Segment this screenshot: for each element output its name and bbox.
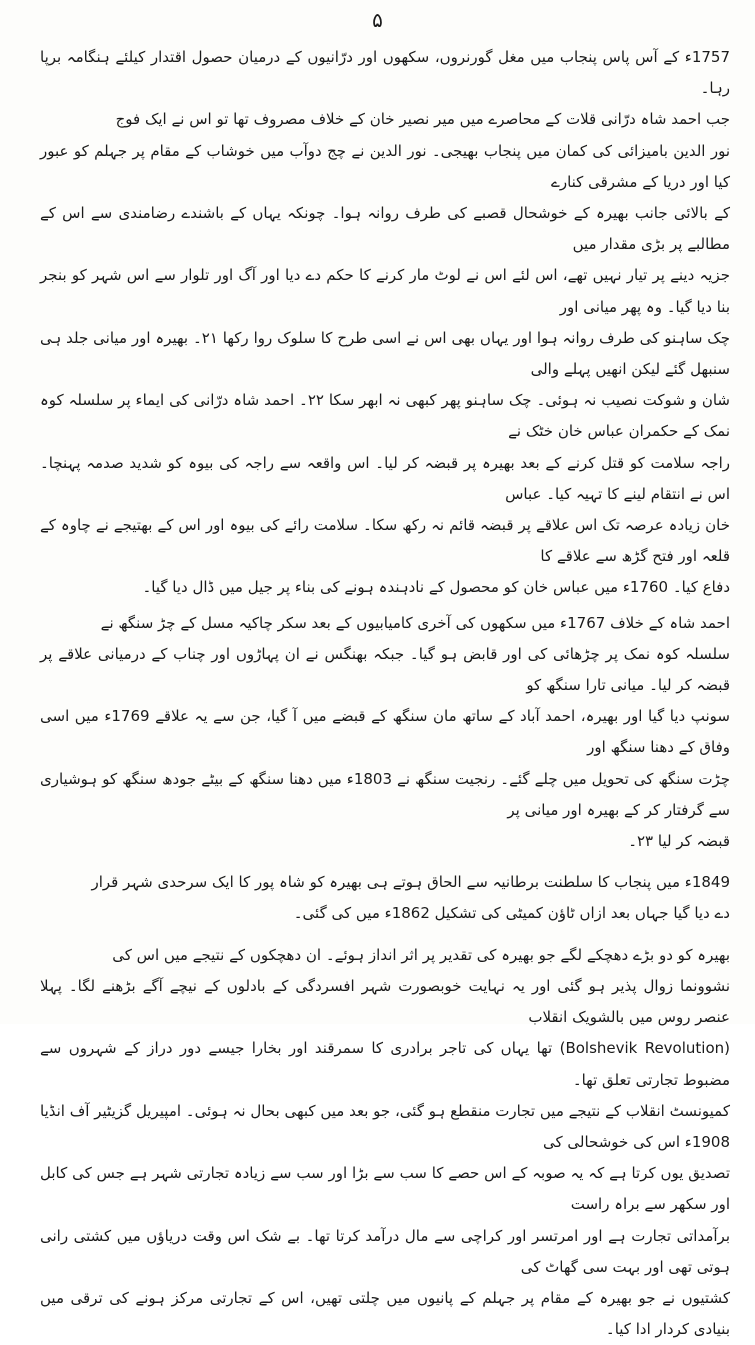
paragraph-line: خان زیادہ عرصہ تک اس علاقے پر قبضہ قائم نہ رکھ سکا۔ سلامت رائے کی بیوہ اور اس کے بھتیجے نے چاوہ کے قلعہ اور فتح گڑھ سے علاقے کا (40, 516, 730, 566)
paragraph-4 (40, 940, 730, 1345)
paragraph-line: شان و شوکت نصیب نہ ہوئی۔ چک ساہنو پھر کبھی نہ ابھر سکا ۲۲۔ احمد شاہ درّانی کی ایماء پر سلسلہ کوہ نمک کے حکمران عباس خان خٹک نے (40, 391, 730, 441)
paragraph-line: نشوونما زوال پذیر ہو گئی اور یہ نہایت خوبصورت شہر افسردگی کے بادلوں کے نیچے آگے بڑھنے لگا۔ پہلا عنصر روس میں بالشویک انقلاب (40, 976, 730, 1027)
paragraph-line: قبضہ کر لیا ۲۳۔ (628, 832, 730, 851)
paragraph-line: چک ساہنو کی طرف روانہ ہوا اور یہاں بھی اس نے اسی طرح کا سلوک روا رکھا ۲۱۔ بھیرہ اور میانی جلد ہی سنبھل گئے لیکن انھیں پہلے والی (40, 328, 730, 379)
page-number: ۵ (372, 8, 383, 32)
paragraph-line: (Bolshevik Revolution) تھا یہاں کی تاجر برادری کا سمرقند اور بخارا جیسے دور دراز کے شہروں سے مضبوط تجارتی تعلق تھا۔ (40, 1039, 730, 1089)
paragraph-line: دفاع کیا۔ 1760ء میں عباس خان کو محصول کے نادہندہ ہونے کی بناء پر جیل میں ڈال دیا گیا۔ (142, 578, 730, 597)
paragraph-line: 1757ء کے آس پاس پنجاب میں مغل گورنروں، سکھوں اور درّانیوں کے درمیان حصول اقتدار کیلئے ہنگامہ برپا رہا۔ (40, 48, 730, 98)
paragraph-3 (40, 867, 730, 929)
paragraph-line: جزیہ دینے پر تیار نہیں تھے، اس لئے اس نے لوٹ مار کرنے کا حکم دے دیا اور آگ اور تلوار سے اس شہر کو بنجر بنا دیا گیا۔ وہ پھر میانی اور (40, 266, 730, 316)
paragraph-line: 1849ء میں پنجاب کا سلطنت برطانیہ سے الحاق ہوتے ہی بھیرہ کو شاہ پور کا ایک سرحدی شہر قرار (91, 873, 730, 892)
paragraph-line: کمیونسٹ انقلاب کے نتیجے میں تجارت منقطع ہو گئی، جو بعد میں کبھی بحال نہ ہوئی۔ امپیریل گزیٹیر آف انڈیا 1908ء اس کی خوشحالی کی (40, 1101, 730, 1151)
paragraph-line: کشتیوں نے جو بھیرہ کے مقام پر جہلم کے پانیوں میں چلتی تھیں، اس کے تجارتی مرکز ہونے کی ترقی میں بنیادی کردار ادا کیا۔ (40, 1288, 730, 1339)
paragraph-line: سلسلہ کوہ نمک پر چڑھائی کی اور قابض ہو گیا۔ جبکہ بھنگس نے ان پہاڑوں اور چناب کے درمیانی علاقے پر قبضہ کر لیا۔ میانی تارا سنگھ کو (40, 644, 730, 695)
paragraph-2 (40, 608, 730, 858)
paragraph-line: سونپ دیا گیا اور بھیرہ، احمد آباد کے ساتھ مان سنگھ کے قبضے میں آ گیا، جن سے یہ علاقے 1769ء میں اسی وفاق کے دھنا سنگھ اور (40, 707, 730, 757)
paragraph-line: جب احمد شاہ درّانی قلات کے محاصرے میں میر نصیر خان کے خلاف مصروف تھا تو اس نے ایک فوج (115, 110, 730, 129)
paragraph-1 (40, 42, 730, 604)
paragraph-line: دے دیا گیا جہاں بعد ازاں ٹاؤن کمیٹی کی تشکیل 1862ء میں کی گئی۔ (293, 904, 730, 923)
paragraph-line: احمد شاہ کے خلاف 1767ء میں سکھوں کی آخری کامیابیوں کے بعد سکر چاکیہ مسل کے چڑ سنگھ نے (100, 613, 730, 632)
paragraph-line: بھیرہ کو دو بڑے دھچکے لگے جو بھیرہ کی تقدیر پر اثر انداز ہوئے۔ ان دھچکوں کے نتیجے میں اس کی (112, 945, 730, 964)
paragraph-line: کے بالائی جانب بھیرہ کے خوشحال قصبے کی طرف روانہ ہوا۔ چونکہ یہاں کے باشندے رضامندی سے اس کے مطالبے پر بڑی مقدار میں (40, 204, 730, 254)
paragraph-line: تصدیق یوں کرتا ہے کہ یہ صوبہ کے اس حصے کا سب سے بڑا اور سب سے زیادہ تجارتی شہر ہے جس کی کابل اور سکھر سے براہ راست (40, 1164, 730, 1214)
paragraph-line: برآمداتی تجارت ہے اور امرتسر اور کراچی سے مال درآمد کرتا تھا۔ بے شک اس وقت دریاؤں میں کشتی رانی ہوتی تھی اور بہت سی گھاٹ کی (40, 1226, 730, 1276)
paragraph-line: نور الدین بامیزائی کی کمان میں پنجاب بھیجی۔ نور الدین نے چج دوآب میں خوشاب کے مقام پر جہلم کو عبور کیا اور دریا کے مشرقی کنارے (40, 141, 730, 191)
paragraph-line: چڑت سنگھ کی تحویل میں چلے گئے۔ رنجیت سنگھ نے 1803ء میں دھنا سنگھ کے بیٹے جودھ سنگھ کو ہوشیاری سے گرفتار کر کے بھیرہ اور میانی پر (40, 769, 731, 819)
body-text (40, 42, 730, 1345)
paragraph-line: راجہ سلامت کو قتل کرنے کے بعد بھیرہ پر قبضہ کر لیا۔ اس واقعہ سے راجہ کی بیوہ کو شدید صدمہ پہنچا۔ اس نے انتقام لینے کا تہیہ کیا۔ عباس (40, 453, 730, 503)
